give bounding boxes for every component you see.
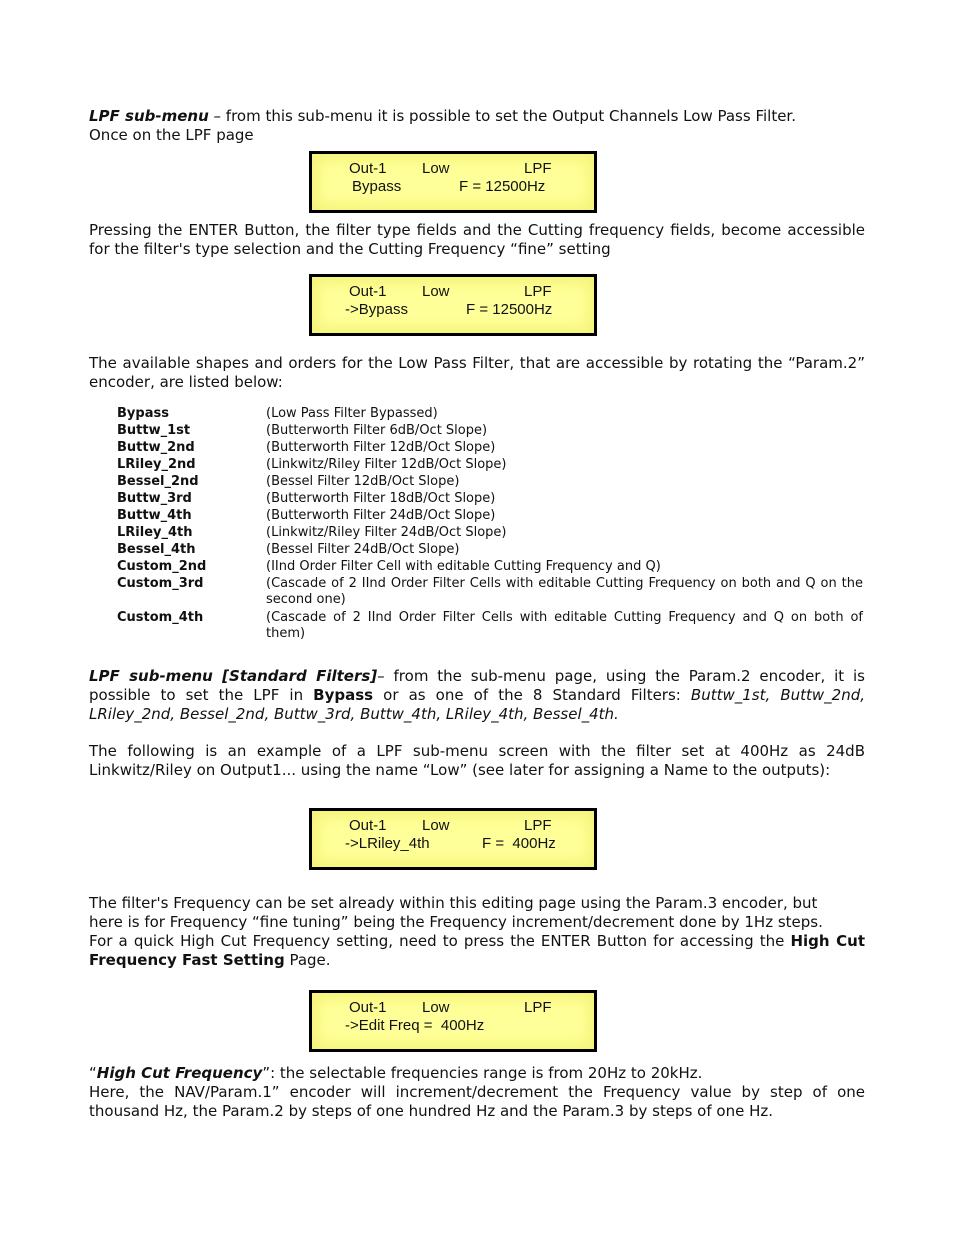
lcd-output: Out-1 — [349, 160, 387, 177]
list-item — [117, 457, 865, 474]
standard-filters-paragraph: LPF sub-menu [Standard Filters]– from the sub-menu page, using the Param.2 encoder, it is possible to set the LPF in Bypass or as one of the 8 Standard Filters: Buttw_1st, Buttw_2nd, LRiley_2nd, Bessel_2nd, Buttw_3rd, Buttw_4th, LRiley_4th, Bessel_4th. — [89, 667, 865, 723]
filter-name: Bessel_2nd — [117, 474, 199, 489]
list-item — [117, 423, 865, 440]
filter-desc: (Butterworth Filter 12dB/Oct Slope) — [266, 440, 496, 455]
filter-name: Bessel_4th — [117, 542, 196, 557]
high-cut-paragraph: “High Cut Frequency”: the selectable frequencies range is from 20Hz to 20kHz. Here, the NAV/Param.1” encoder will increment/decrement the Frequency value by step of one thousand Hz, the Param.2 by steps of one hundred Hz and the Param.3 by steps of one Hz. — [89, 1064, 865, 1120]
lcd-frequency: F = 12500Hz — [466, 301, 553, 318]
list-item — [117, 576, 865, 610]
lcd-filter-type: LPF — [524, 817, 552, 834]
list-item — [117, 491, 865, 508]
lcd-output: Out-1 — [349, 999, 387, 1016]
filter-desc: (Cascade of 2 IInd Order Filter Cells with editable Cutting Frequency on both and Q on the second one) — [266, 576, 863, 607]
filter-name: Buttw_1st — [117, 423, 191, 438]
lpf-intro — [89, 107, 865, 145]
filter-name: LRiley_2nd — [117, 457, 196, 472]
filter-name: Buttw_2nd — [117, 440, 195, 455]
filter-desc: (IInd Order Filter Cell with editable Cutting Frequency and Q) — [266, 559, 661, 574]
shapes-paragraph: The available shapes and orders for the Low Pass Filter, that are accessible by rotating the “Param.2” encoder, are listed below: — [89, 354, 865, 391]
lcd-screen-1 — [309, 151, 597, 213]
filter-name: LRiley_4th — [117, 525, 193, 540]
list-item — [117, 474, 865, 491]
filter-desc: (Bessel Filter 24dB/Oct Slope) — [266, 542, 460, 557]
filter-desc: (Butterworth Filter 24dB/Oct Slope) — [266, 508, 496, 523]
lcd-output: Out-1 — [349, 817, 387, 834]
lcd-frequency: F = 400Hz — [482, 835, 556, 852]
standard-filters-title: LPF sub-menu [Standard Filters] — [89, 667, 378, 685]
enter-button-paragraph: Pressing the ENTER Button, the filter type fields and the Cutting frequency fields, become accessible for the filter's type selection and the Cutting Frequency “fine” setting — [89, 221, 865, 258]
lcd-filter-type: LPF — [524, 283, 552, 300]
list-item — [117, 559, 865, 576]
filter-name: Custom_3rd — [117, 576, 204, 591]
lcd-output: Out-1 — [349, 283, 387, 300]
list-item — [117, 525, 865, 542]
lcd-output-name: Low — [422, 999, 450, 1016]
list-item — [117, 610, 865, 641]
lcd-filter-mode: ->Edit Freq = 400Hz — [345, 1017, 485, 1034]
lcd-filter-type: LPF — [524, 160, 552, 177]
lcd-screen-2 — [309, 274, 597, 336]
bypass-bold: Bypass — [313, 686, 374, 704]
list-item — [117, 508, 865, 525]
lcd-output-name: Low — [422, 160, 450, 177]
filter-desc: (Low Pass Filter Bypassed) — [266, 406, 438, 421]
example-paragraph: The following is an example of a LPF sub-menu screen with the filter set at 400Hz as 24dB Linkwitz/Riley on Output1... using the name “Low” (see later for assigning a Name to the outputs): — [89, 742, 865, 779]
list-item — [117, 406, 865, 423]
filter-name: Custom_4th — [117, 610, 204, 625]
lcd-output-name: Low — [422, 817, 450, 834]
filter-desc: (Cascade of 2 IInd Order Filter Cells with editable Cutting Frequency and Q on both of them) — [266, 610, 863, 641]
lcd-screen-3 — [309, 808, 597, 870]
filter-name: Buttw_3rd — [117, 491, 192, 506]
standard-filters-list: Buttw_1st, Buttw_2nd, LRiley_2nd, Bessel_2nd, Buttw_3rd, Buttw_4th, LRiley_4th, Bessel_4th. — [89, 686, 865, 723]
filter-desc: (Bessel Filter 12dB/Oct Slope) — [266, 474, 460, 489]
filter-desc: (Linkwitz/Riley Filter 24dB/Oct Slope) — [266, 525, 507, 540]
lcd-frequency: F = 12500Hz — [459, 178, 546, 195]
filter-name: Bypass — [117, 406, 169, 421]
fast-setting-bold: High Cut Frequency Fast Setting — [89, 932, 865, 969]
filter-name: Custom_2nd — [117, 559, 207, 574]
filter-name: Buttw_4th — [117, 508, 192, 523]
filter-desc: (Butterworth Filter 18dB/Oct Slope) — [266, 491, 496, 506]
frequency-paragraph: The filter's Frequency can be set already within this editing page using the Param.3 encoder, but here is for Frequency “fine tuning” being the Frequency increment/decrement done by 1Hz steps. For a quick High Cut Frequency setting, need to press the ENTER Button for accessing the High Cut Frequency Fast Setting Page. — [89, 894, 865, 969]
lpf-intro-text: – from this sub-menu it is possible to set the Output Channels Low Pass Filter. — [208, 107, 796, 125]
lcd-filter-mode: ->LRiley_4th — [345, 835, 430, 852]
lcd-filter-mode: ->Bypass — [345, 301, 408, 318]
list-item — [117, 542, 865, 559]
filter-list — [117, 406, 865, 641]
lpf-intro-line2: Once on the LPF page — [89, 126, 254, 144]
filter-desc: (Linkwitz/Riley Filter 12dB/Oct Slope) — [266, 457, 507, 472]
lcd-screen-4 — [309, 990, 597, 1052]
lcd-filter-mode: Bypass — [352, 178, 402, 195]
list-item — [117, 440, 865, 457]
lpf-submenu-title: LPF sub-menu — [89, 107, 209, 125]
filter-desc: (Butterworth Filter 6dB/Oct Slope) — [266, 423, 488, 438]
high-cut-title: High Cut Frequency — [96, 1064, 263, 1082]
lcd-output-name: Low — [422, 283, 450, 300]
lcd-filter-type: LPF — [524, 999, 552, 1016]
